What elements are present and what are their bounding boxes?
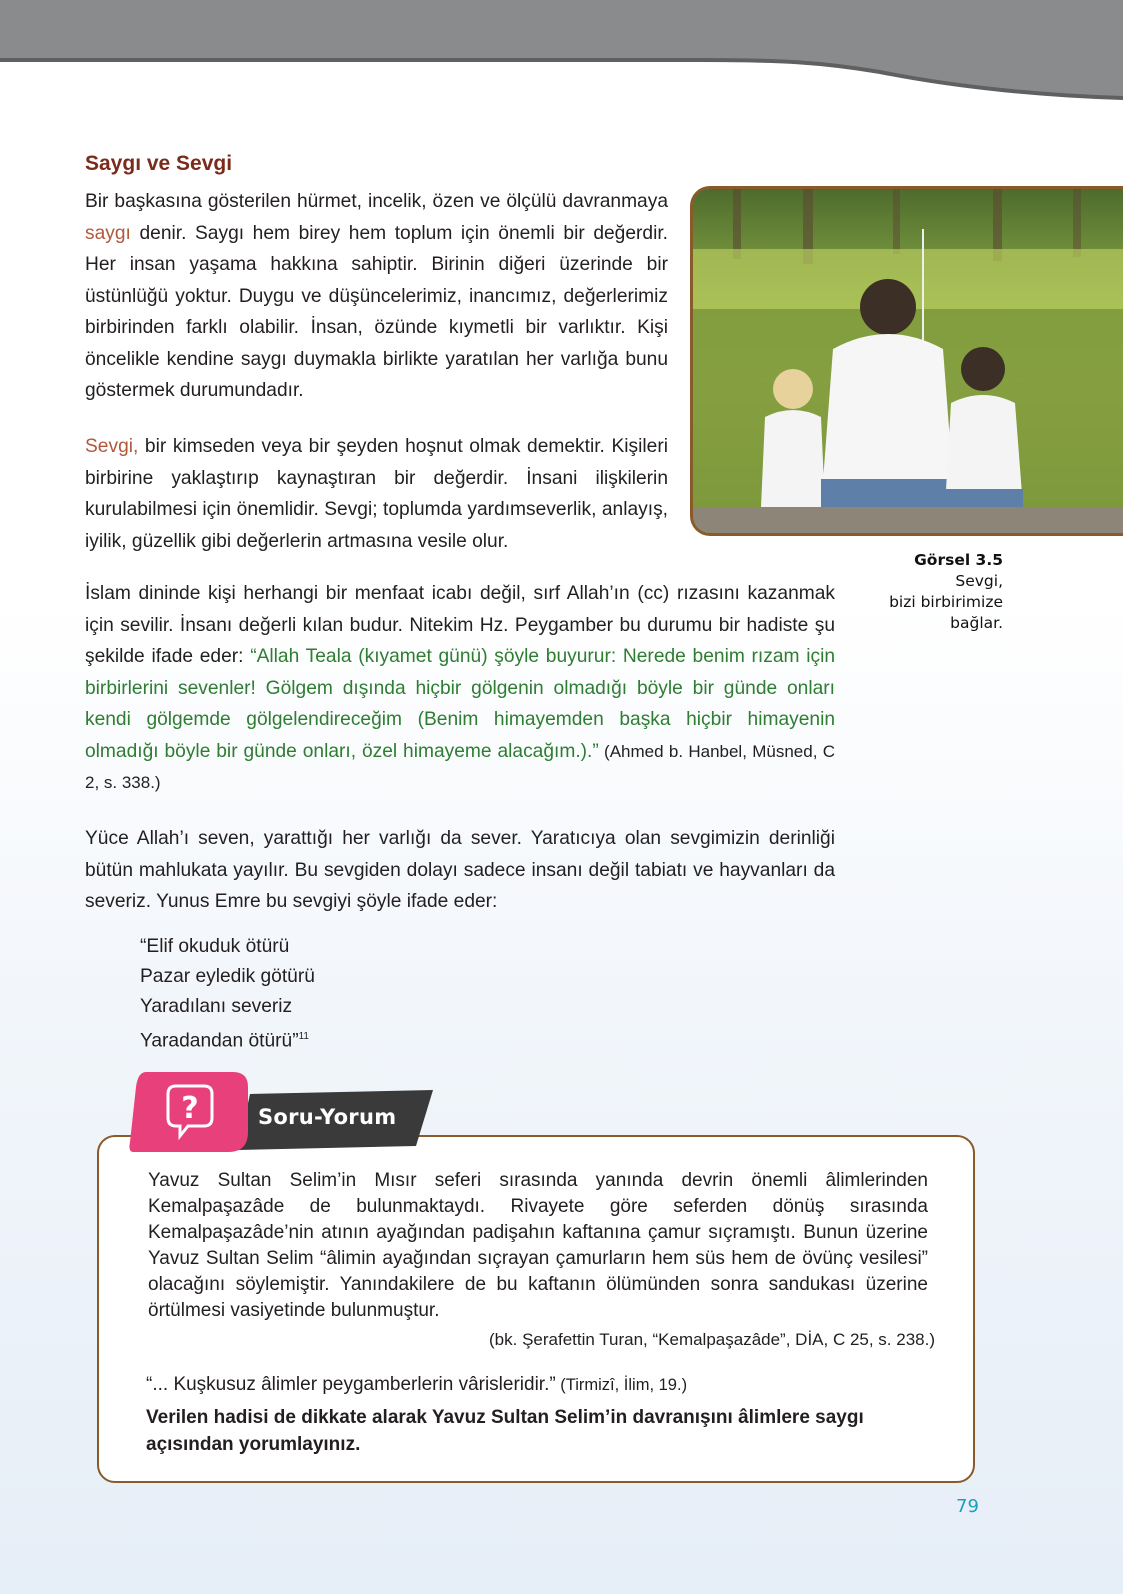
- soru-task: Verilen hadisi de dikkate alarak Yavuz Sultan Selim’in davranışını âlimlere saygı açısından yorumlayınız.: [146, 1407, 864, 1455]
- header-band: [0, 0, 1123, 110]
- hadith-quote: “Allah Teala (kıyamet günü) şöyle buyurur: Nerede benim rızam için birbirlerini sevenler! Gölgem dışında hiçbir gölgenin olmadığı böyle bir günde onları kendi gölgemde gölgelendireceğim (Benim himayemden başka hiçbir himayenin olmadığı böyle bir günde onları, özel himayeme alacağım.).”: [85, 646, 836, 762]
- poem-line: “Elif okuduk ötürü: [140, 936, 290, 957]
- figure-caption-title: Görsel 3.5: [914, 551, 1003, 569]
- keyword-respect: saygı: [85, 222, 131, 244]
- poem: [140, 932, 315, 1056]
- paragraph-respect: Bir başkasına gösterilen hürmet, incelik, özen ve ölçülü davranmaya saygı denir. Saygı hem birey hem toplum için önemli bir değerdir. Her insan yaşama hakkına sahiptir. Birinin diğeri üzerinde bir üstünlüğü yoktur. Duygu ve düşüncelerimiz, inancımız, değerlerimiz birbirinden farklı olabilir. İnsan, özünde kıymetli bir varlıktır. Kişi öncelikle kendine saygı duymakla birlikte yaratılan her varlığa bunu göstermek durumundadır.: [85, 191, 668, 401]
- question-bubble-icon: [128, 1072, 248, 1152]
- figure-caption-line: Sevgi,: [955, 572, 1003, 590]
- paragraph-islam-love: İslam dininde kişi herhangi bir menfaat icabı değil, sırf Allah’ın (cc) rızasını kazanmak için sevilir. İnsanı değerli kılan budur. Nitekim Hz. Peygamber bu durumu bir hadiste şu şekilde ifade eder: “Allah Teala (kıyamet günü) şöyle buyurur: Nerede benim rızam için birbirlerini sevenler! Gölgem dışında hiçbir gölgenin olmadığı böyle bir günde onları kendi gölgemde gölgelendireceğim (Benim himayemden başka hiçbir himayenin olmadığı böyle bir günde onları, özel himayeme alacağım.).” (Ahmed b. Hanbel, Müsned, C 2, s. 338.): [85, 583, 836, 792]
- section-title: Saygı ve Sevgi: [85, 152, 233, 175]
- soru-source: (bk. Şerafettin Turan, “Kemalpaşazâde”, DİA, C 25, s. 238.): [489, 1330, 935, 1349]
- figure-caption-line: bağlar.: [950, 614, 1003, 632]
- soru-story-text: Yavuz Sultan Selim’in Mısır seferi sırasında yanında devrin önemli âlimlerinden Kemalpaşazâde de bulunmaktaydı. Rivayete göre seferden dönüş sırasında Kemalpaşazâde’nin atının ayağından padişahın kaftanına çamur sıçramıştı. Bunun üzerine Yavuz Sultan Selim “âlimin ayağından sıçrayan çamurların hem süs hem de övünç vesilesi” olacağını söylemiştir. Yanındakilere de bu kaftanın ölümünden sonra sandukası üzerine örtülmesi vasiyetinde bulunmuştur.: [148, 1170, 928, 1321]
- poem-line: Yaradılanı severiz: [140, 996, 293, 1017]
- paragraph-yunus-emre: Yüce Allah’ı seven, yarattığı her varlığı da sever. Yaratıcıya olan sevgimizin derinliği bütün mahlukata yayılır. Bu sevgiden dolayı sadece insanı değil tabiatı ve hayvanları da severiz. Yunus Emre bu sevgiyi şöyle ifade eder:: [85, 828, 835, 912]
- keyword-love: Sevgi,: [85, 436, 139, 457]
- figure-caption-line: bizi birbirimize: [889, 593, 1003, 611]
- footnote-marker: 11: [298, 1031, 309, 1042]
- soru-yorum-label: Soru-Yorum: [258, 1105, 397, 1129]
- page-number: 79: [956, 1496, 979, 1517]
- family-fishing-illustration: [693, 189, 1123, 536]
- paragraph-love: Sevgi, bir kimseden veya bir şeyden hoşnut olmak demektir. Kişileri birbirine yaklaştırıp kaynaştıran bir değerdir. İnsani ilişkilerin kurulabilmesi için önemlidir. Sevgi; toplumda yardımseverlik, anlayış, iyilik, güzellik gibi değerlerin artmasına vesile olur.: [85, 436, 668, 552]
- poem-line: Pazar eyledik götürü: [140, 966, 315, 987]
- poem-line: Yaradandan ötürü”$^{11}$: [140, 1030, 309, 1052]
- figure-photo: [690, 186, 1123, 536]
- hadith-source: (Ahmed b. Hanbel, Müsned, C 2, s. 338.): [85, 741, 835, 792]
- figure-caption: [889, 550, 1003, 634]
- svg-text:?: ?: [181, 1091, 199, 1126]
- soru-hadith: “... Kuşkusuz âlimler peygamberlerin vârisleridir.” (Tirmizî, İlim, 19.): [146, 1374, 688, 1395]
